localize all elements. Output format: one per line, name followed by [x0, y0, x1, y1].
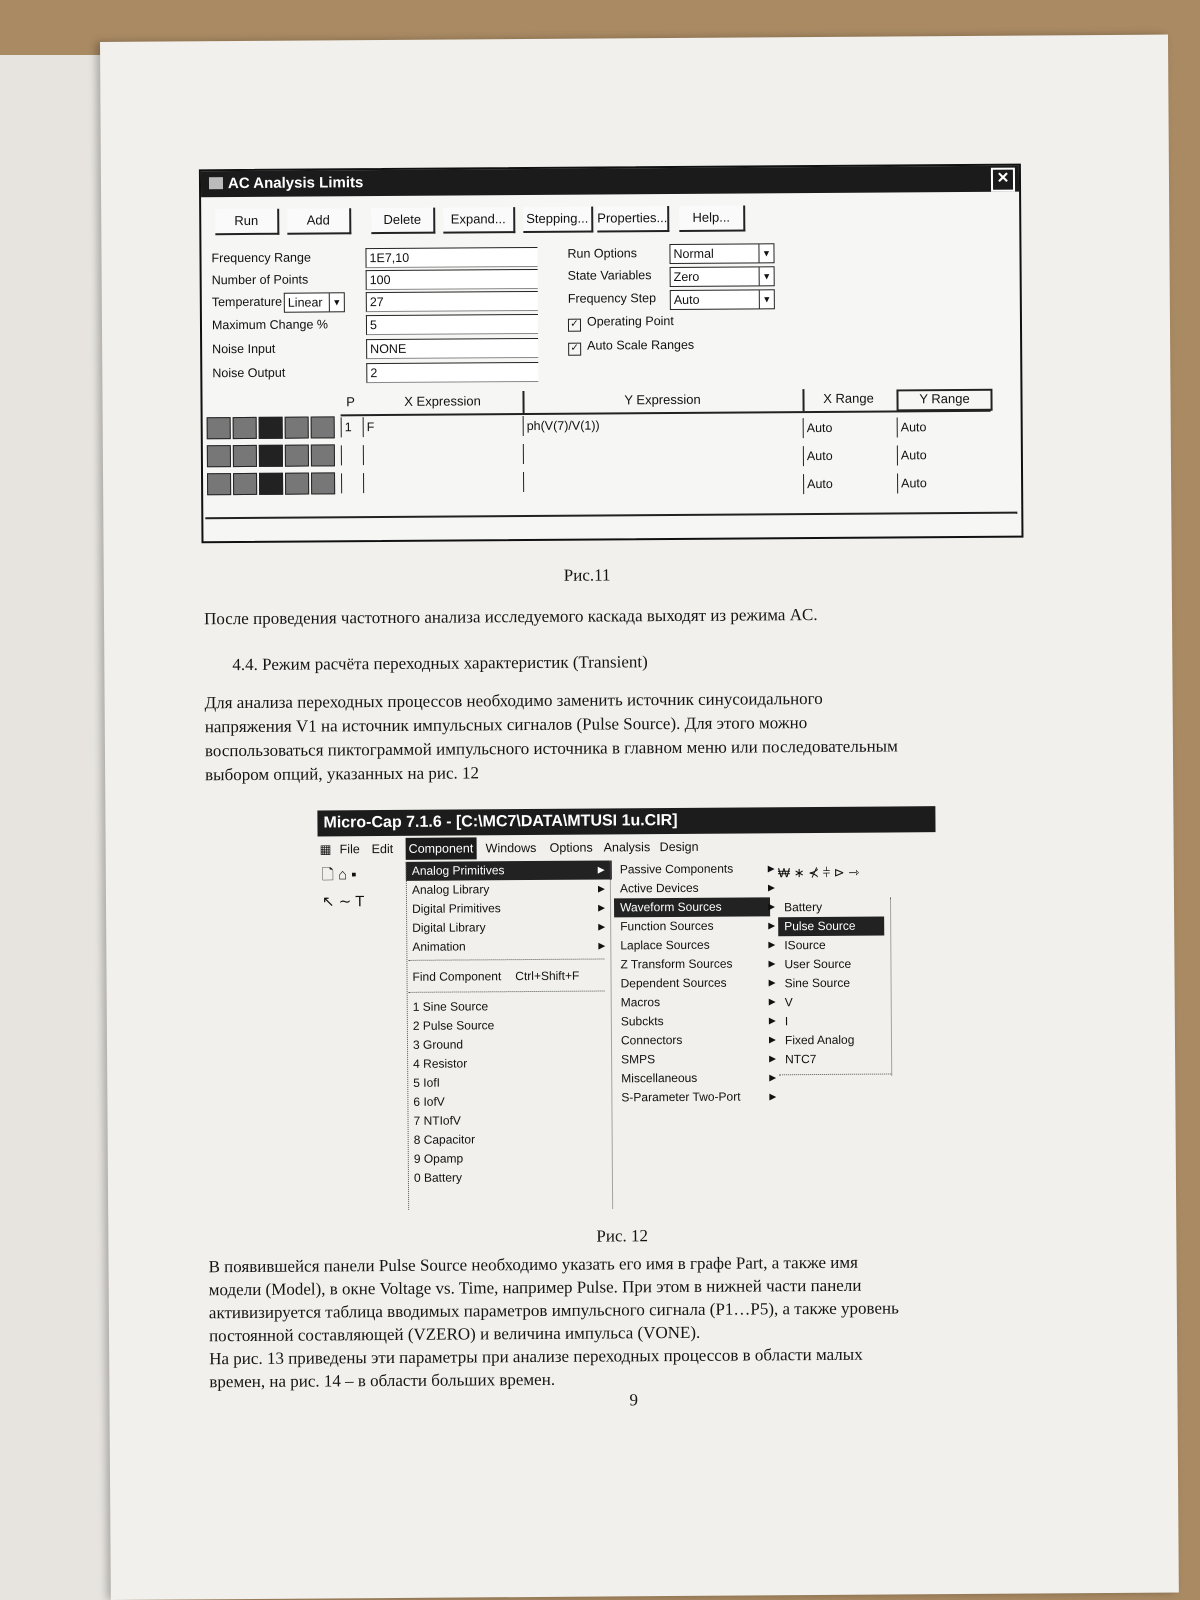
- paragraph-2-line: напряжения V1 на источник импульсных сигналов (Pulse Source). Для этого можно: [204, 713, 808, 737]
- chevron-down-icon: ▼: [759, 290, 774, 308]
- menu-active-devices[interactable]: Active Devices: [619, 880, 699, 896]
- col-header-y-range[interactable]: Y Range: [896, 389, 992, 412]
- chevron-down-icon: ▼: [759, 267, 774, 285]
- menu-analog-primitives[interactable]: Analog Primitives: [406, 860, 612, 880]
- menu-separator: [409, 991, 605, 993]
- auto-scale-ranges-label: Auto Scale Ranges: [587, 337, 695, 353]
- waveform-sources-submenu: [778, 897, 893, 1076]
- submenu-arrow-icon: ▶: [768, 996, 776, 1007]
- number-of-points-input[interactable]: 100: [366, 269, 538, 290]
- temperature-mode-value: Linear: [287, 295, 323, 310]
- auto-scale-ranges-checkbox[interactable]: [568, 338, 694, 356]
- menu-fixed-analog[interactable]: Fixed Analog: [784, 1032, 855, 1048]
- page-number: 9: [629, 1390, 639, 1410]
- state-variables-value: Zero: [673, 269, 700, 285]
- menu-quick-item[interactable]: 2 Pulse Source: [412, 1018, 495, 1033]
- toolbar-component-icons[interactable]: ₩ ∗ ⊀ ⫩ ⊳ ⇾: [777, 864, 860, 881]
- component-menu: [406, 860, 614, 1209]
- delete-button[interactable]: Delete: [371, 208, 435, 234]
- row-1-x-range[interactable]: Auto: [803, 417, 893, 438]
- properties-button[interactable]: Properties...: [597, 206, 669, 233]
- temperature-input[interactable]: 27: [366, 291, 538, 312]
- paragraph-3-line: активизируется таблица вводимых параметров импульсного сигнала (P1…P5), а также уровень: [208, 1298, 899, 1323]
- menu-battery[interactable]: Battery: [784, 899, 823, 915]
- menu-digital-primitives[interactable]: Digital Primitives: [412, 901, 501, 916]
- menu-analog-library[interactable]: Analog Library: [411, 882, 490, 897]
- submenu-arrow-icon: ▶: [769, 1091, 777, 1102]
- menu-border: [779, 1074, 891, 1076]
- figure-11-caption: Рис.11: [563, 565, 611, 585]
- noise-output-field[interactable]: 2: [366, 362, 538, 383]
- row-1-y-range[interactable]: Auto: [897, 417, 987, 438]
- menu-passive-components[interactable]: Passive Components: [619, 861, 734, 877]
- document-page: [100, 35, 1179, 1600]
- menu-smps[interactable]: SMPS: [621, 1052, 656, 1067]
- chevron-down-icon: ▼: [329, 293, 344, 311]
- run-options-select[interactable]: [669, 243, 774, 264]
- row-2-x-expression[interactable]: [363, 444, 521, 465]
- submenu-arrow-icon: ▶: [769, 1072, 777, 1083]
- expand-button[interactable]: Expand...: [443, 207, 515, 234]
- frequency-step-select[interactable]: [670, 289, 775, 310]
- left-page: [0, 55, 112, 1600]
- menu-subckts[interactable]: Subckts: [620, 1014, 664, 1029]
- row-1-plot-icons[interactable]: [207, 416, 335, 439]
- col-header-x-expression: X Expression: [404, 393, 481, 409]
- paragraph-3-line: В появившейся панели Pulse Source необходимо указать его имя в графе Part, а также имя: [208, 1252, 859, 1277]
- menu-laplace-sources[interactable]: Laplace Sources: [620, 937, 710, 953]
- col-header-x-range: X Range: [823, 390, 874, 406]
- grid-divider: [802, 389, 804, 411]
- noise-output-label: Noise Output: [212, 365, 286, 381]
- row-3-plot-icons[interactable]: [207, 472, 335, 495]
- run-options-value: Normal: [673, 246, 714, 262]
- row-3-y-range[interactable]: Auto: [897, 473, 987, 494]
- menu-animation[interactable]: Animation: [412, 939, 466, 954]
- row-3-x-expression[interactable]: [363, 472, 521, 493]
- menu-component[interactable]: Component: [406, 837, 477, 859]
- submenu-arrow-icon: ▶: [598, 902, 606, 913]
- dialog-title: AC Analysis Limits: [227, 174, 364, 193]
- figure-12-caption: Рис. 12: [596, 1226, 649, 1246]
- submenu-arrow-icon: ▶: [598, 940, 606, 951]
- submenu-arrow-icon: ▶: [768, 920, 776, 931]
- menu-windows[interactable]: Windows: [485, 840, 537, 856]
- menu-pulse-source[interactable]: Pulse Source: [778, 917, 884, 937]
- menu-digital-library[interactable]: Digital Library: [412, 920, 486, 935]
- menu-find-component[interactable]: [406, 967, 579, 987]
- submenu-arrow-icon: ▶: [598, 921, 606, 932]
- paragraph-2: [205, 686, 899, 787]
- menu-quick-item[interactable]: 6 IofV: [413, 1094, 445, 1109]
- frequency-range-input[interactable]: 1E7,10: [365, 247, 537, 268]
- menu-quick-item[interactable]: 0 Battery: [413, 1170, 463, 1185]
- row-3-x-range[interactable]: Auto: [803, 473, 893, 494]
- menu-i[interactable]: I: [784, 1014, 789, 1029]
- frequency-step-value: Auto: [673, 292, 700, 308]
- submenu-arrow-icon: ▶: [768, 901, 776, 912]
- submenu-arrow-icon: ▶: [768, 977, 776, 988]
- menu-miscellaneous[interactable]: Miscellaneous: [621, 1070, 698, 1086]
- submenu-arrow-icon: ▶: [768, 958, 776, 969]
- paragraph-3-line: На рис. 13 приведены эти параметры при анализе переходных процессов в области малых: [209, 1344, 863, 1369]
- menu-quick-item[interactable]: 9 Opamp: [413, 1151, 464, 1166]
- col-header-p: P: [346, 394, 355, 410]
- menu-v[interactable]: V: [784, 995, 793, 1010]
- operating-point-label: Operating Point: [586, 314, 674, 329]
- submenu-arrow-icon: ▶: [768, 939, 776, 950]
- paragraph-2-line: выбором опций, указанных на рис. 12: [205, 763, 480, 785]
- menu-z-transform-sources[interactable]: Z Transform Sources: [620, 956, 733, 972]
- state-variables-select[interactable]: [670, 266, 775, 287]
- menu-file[interactable]: File: [339, 842, 360, 857]
- frequency-range-label: Frequency Range: [211, 250, 311, 266]
- microcap-title: Micro-Cap 7.1.6 - [C:\MC7\DATA\MTUSI 1u.CIR]: [323, 811, 678, 832]
- microcap-window: [317, 806, 938, 1210]
- temperature-mode-select[interactable]: [284, 292, 345, 312]
- submenu-arrow-icon: ▶: [768, 1015, 776, 1026]
- help-button[interactable]: Help...: [679, 205, 745, 231]
- menu-s-parameter[interactable]: S-Parameter Two-Port: [621, 1089, 741, 1105]
- menu-quick-item[interactable]: 8 Capacitor: [413, 1132, 476, 1147]
- menu-icon: ▦: [319, 842, 332, 857]
- row-3-p[interactable]: [341, 473, 361, 493]
- row-2-y-expression[interactable]: [523, 442, 803, 464]
- menu-border: [610, 860, 613, 1208]
- paragraph-3-line: постоянной составляющей (VZERO) и величина импульса (VONE).: [208, 1322, 701, 1346]
- menu-connectors[interactable]: Connectors: [620, 1032, 683, 1048]
- find-component-label: Find Component: [412, 969, 502, 984]
- menu-edit[interactable]: Edit: [371, 841, 394, 857]
- menu-design[interactable]: Design: [659, 839, 699, 855]
- menu-function-sources[interactable]: Function Sources: [620, 918, 714, 934]
- paragraph-2-line: Для анализа переходных процессов необходимо заменить источник синусоидального: [204, 688, 823, 713]
- row-3-y-expression[interactable]: [523, 470, 803, 492]
- row-1-p[interactable]: 1: [341, 417, 361, 437]
- paragraph-2-line: воспользоваться пиктограммой импульсного источника в главном меню или последовательным: [204, 736, 898, 761]
- row-2-p[interactable]: [341, 445, 361, 465]
- maximum-change-input[interactable]: 5: [366, 314, 538, 335]
- app-icon: [209, 177, 223, 189]
- find-component-shortcut: Ctrl+Shift+F: [515, 968, 580, 984]
- menu-quick-item[interactable]: 7 NTIofV: [413, 1113, 461, 1128]
- menu-border: [890, 897, 892, 1075]
- state-variables-label: State Variables: [567, 268, 652, 283]
- toolbar-select-icons[interactable]: ↖ ∼ T: [321, 893, 365, 911]
- add-button[interactable]: Add: [287, 208, 351, 234]
- menu-quick-item[interactable]: 4 Resistor: [413, 1056, 468, 1071]
- run-button[interactable]: Run: [215, 209, 279, 235]
- stepping-button[interactable]: Stepping...: [523, 207, 593, 233]
- menu-user-source[interactable]: User Source: [784, 956, 852, 972]
- menu-waveform-sources[interactable]: Waveform Sources: [614, 897, 770, 917]
- row-1-y-expression[interactable]: ph(V(7)/V(1)): [523, 414, 803, 436]
- row-2-x-range[interactable]: Auto: [803, 445, 893, 466]
- row-2-y-range[interactable]: Auto: [897, 445, 987, 466]
- operating-point-checkbox[interactable]: [568, 314, 674, 332]
- number-of-points-label: Number of Points: [211, 272, 309, 288]
- paragraph-3-line: модели (Model), в окне Voltage vs. Time, например Pulse. При этом в нижней части панели: [208, 1275, 862, 1300]
- menu-quick-item[interactable]: 1 Sine Source: [412, 999, 489, 1014]
- frequency-step-label: Frequency Step: [567, 291, 657, 306]
- noise-input-label: Noise Input: [212, 341, 276, 357]
- noise-input-field[interactable]: NONE: [366, 338, 538, 359]
- microcap-titlebar: [317, 806, 935, 836]
- submenu-arrow-icon: ▶: [769, 1053, 777, 1064]
- check-icon: ✓: [568, 343, 581, 356]
- menu-options[interactable]: Options: [549, 840, 593, 855]
- grid-divider: [205, 512, 1017, 519]
- analog-primitives-submenu: [614, 859, 780, 1110]
- menu-separator: [408, 959, 604, 961]
- submenu-arrow-icon: ▶: [767, 882, 775, 893]
- submenu-arrow-icon: ▶: [597, 883, 605, 894]
- close-icon[interactable]: ✕: [991, 168, 1015, 192]
- ac-analysis-dialog: [199, 164, 1024, 544]
- chevron-down-icon: ▼: [758, 244, 773, 262]
- check-icon: ✓: [568, 319, 581, 332]
- section-heading: 4.4. Режим расчёта переходных характеристик (Transient): [232, 652, 648, 675]
- menu-ntc7[interactable]: NTC7: [785, 1052, 817, 1067]
- dialog-titlebar: [201, 166, 1019, 198]
- submenu-arrow-icon: ▶: [767, 863, 775, 874]
- grid-divider: [522, 391, 524, 413]
- col-header-y-expression: Y Expression: [624, 391, 701, 408]
- paragraph-3: [208, 1250, 899, 1393]
- run-options-label: Run Options: [567, 246, 638, 261]
- paragraph-3-line: времен, на рис. 14 – в области больших времен.: [209, 1369, 556, 1392]
- menu-sine-source[interactable]: Sine Source: [784, 975, 851, 991]
- menu-analysis[interactable]: Analysis: [603, 840, 651, 855]
- toolbar-file-icons[interactable]: 🗋 ⌂ ▪: [321, 866, 357, 884]
- menu-dependent-sources[interactable]: Dependent Sources: [620, 975, 727, 991]
- menu-macros[interactable]: Macros: [620, 995, 661, 1010]
- menu-quick-item[interactable]: 5 IofI: [413, 1075, 441, 1090]
- submenu-arrow-icon: ▶: [597, 864, 605, 875]
- menu-quick-item[interactable]: 3 Ground: [412, 1037, 464, 1052]
- row-1-x-expression[interactable]: F: [363, 416, 521, 437]
- row-2-plot-icons[interactable]: [207, 444, 335, 467]
- paragraph-1: После проведения частотного анализа исследуемого каскада выходят из режима AC.: [203, 605, 818, 629]
- submenu-arrow-icon: ▶: [768, 1034, 776, 1045]
- temperature-label: Temperature: [211, 294, 283, 310]
- maximum-change-label: Maximum Change %: [211, 317, 329, 333]
- menu-isource[interactable]: ISource: [784, 937, 826, 953]
